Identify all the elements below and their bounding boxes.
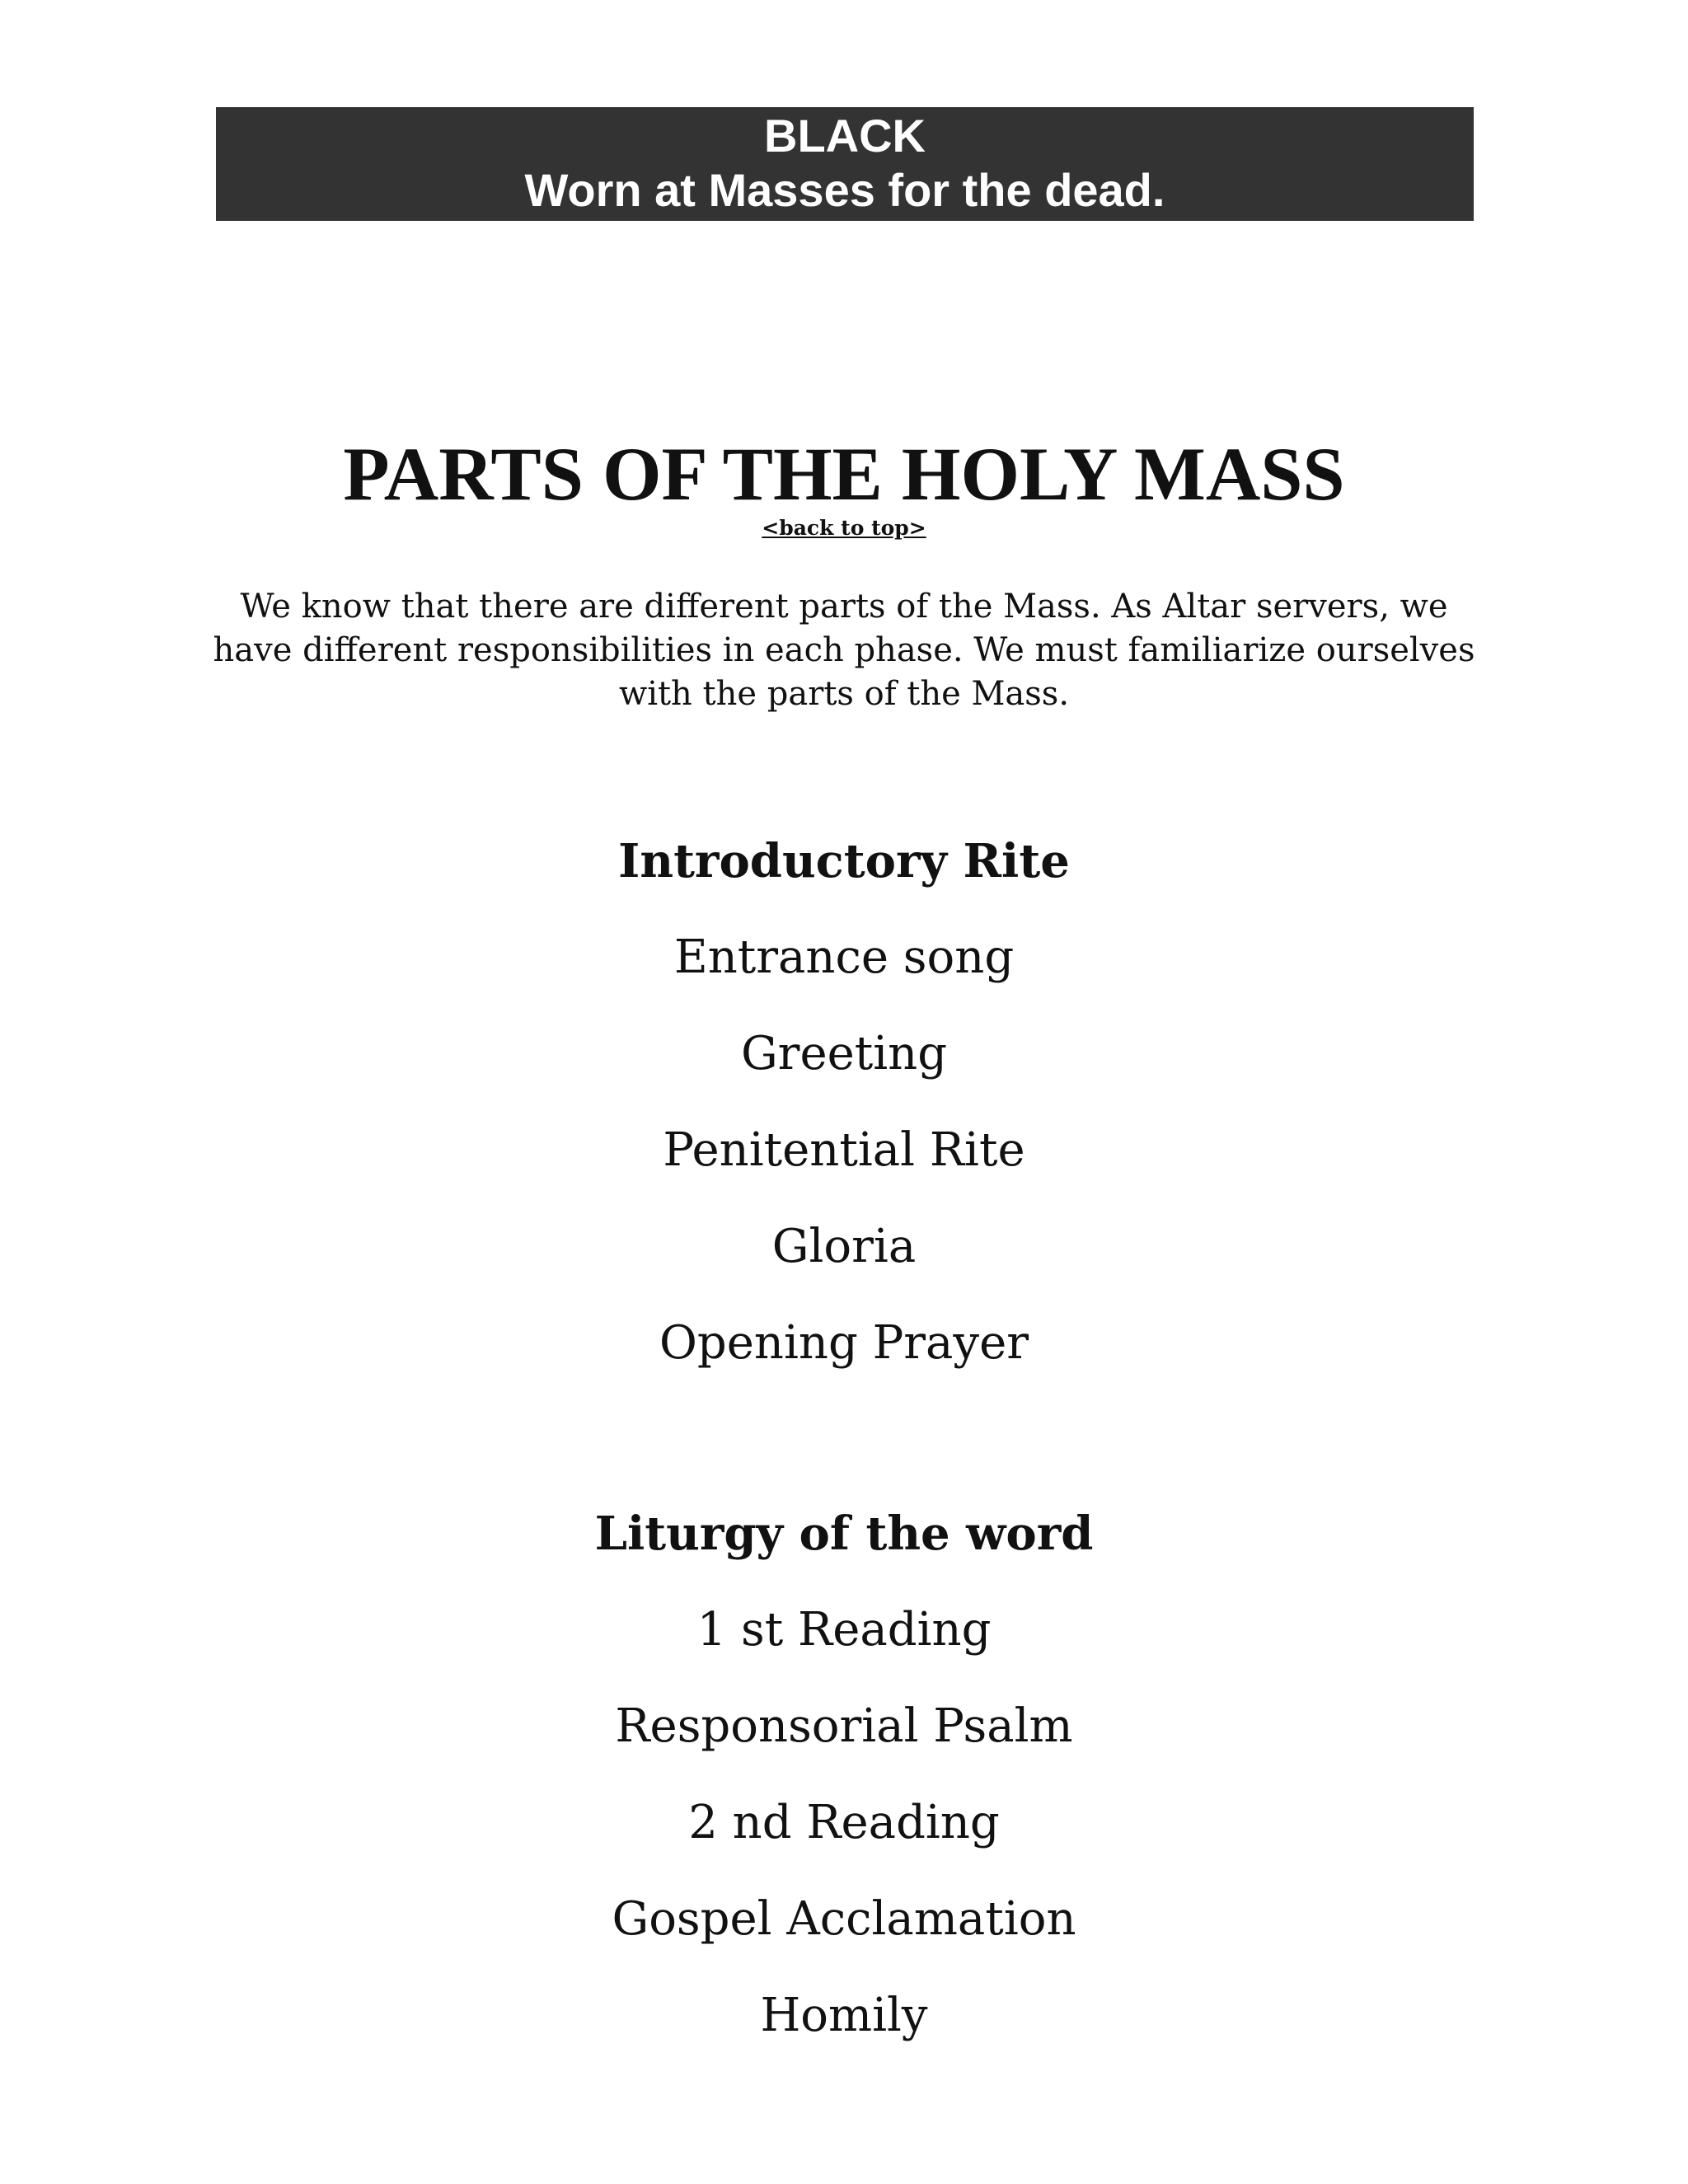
list-item: Greeting (740, 1027, 948, 1080)
liturgical-color-banner (216, 107, 1474, 221)
back-to-top-link[interactable]: <back to top> (762, 516, 926, 540)
list-item: Gospel Acclamation (612, 1892, 1076, 1946)
banner-description: Worn at Masses for the dead. (524, 164, 1165, 216)
list-item: Entrance song (673, 930, 1015, 984)
section-heading-liturgy-of-the-word: Liturgy of the word (594, 1507, 1094, 1561)
list-item: 1 st Reading (696, 1603, 992, 1657)
list-item: 2 nd Reading (688, 1796, 1000, 1849)
list-item: Opening Prayer (659, 1316, 1029, 1370)
intro-paragraph: We know that there are different parts of the Mass. As Altar servers, we have different responsibilities in each phase. We must familiarize ourselves with the parts of the Mass. (213, 588, 1475, 713)
page-title: PARTS OF THE HOLY MASS (343, 432, 1345, 516)
section-heading-introductory-rite: Introductory Rite (618, 834, 1070, 888)
list-item: Penitential Rite (663, 1123, 1025, 1177)
list-item: Homily (760, 1989, 928, 2042)
banner-color-name: BLACK (764, 110, 926, 162)
list-item: Responsorial Psalm (615, 1699, 1073, 1753)
list-item: Gloria (771, 1220, 917, 1273)
